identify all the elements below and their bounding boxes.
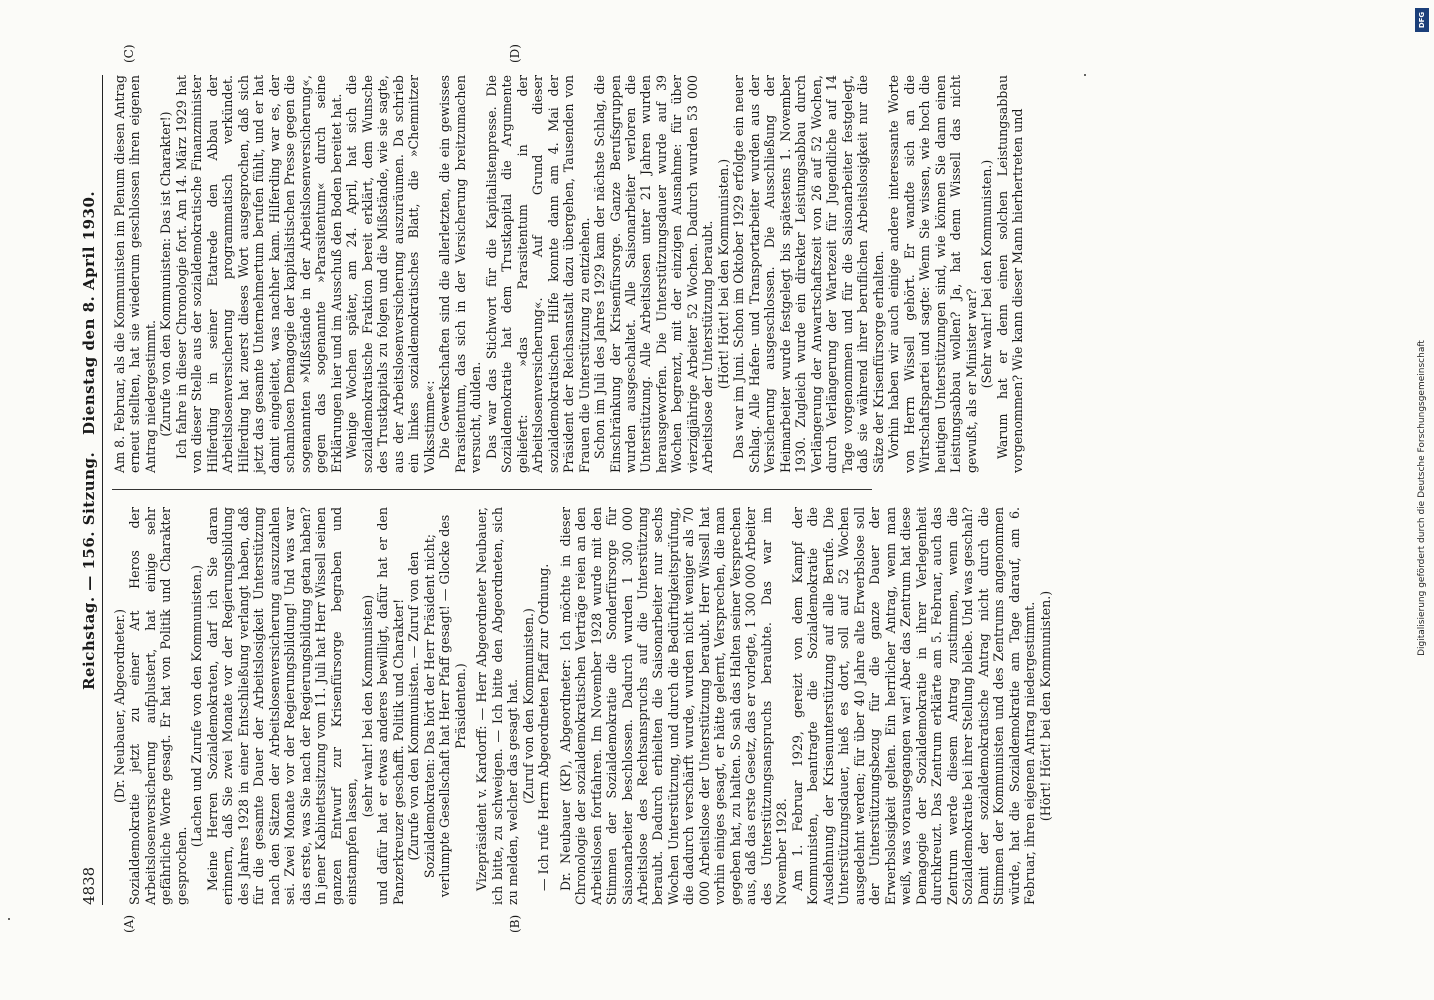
- credit-text: Digitalisierung gefördert durch die Deutsche Forschungsgemeinschaft: [1417, 340, 1427, 656]
- left-column-paragraph: Am 1. Februar 1929, gereizt von dem Kampf der Kommunisten, beantragte die Sozialdemokratie die Ausdehnung der Krisenunterstützung auf alle Berufe. Die Unterstützungsdauer, hieß es dort, soll auf 52 Wochen ausgedehnt werden; für über 40 Jahre alte Erwerbslose soll der Unterstützungsbezug für die ganze Dauer der Erwerbslosigkeit gelten. Ein herrlicher Antrag, wenn man weiß, was vorausgegangen war! Aber das Zentrum hat diese Demagogie der Sozialdemokratie in ihrer Verlegenheit durchkreuzt. Das Zentrum erklärte am 5. Februar, auch das Zentrum werde diesem Antrag zustimmen, wenn die Sozialdemokratie bei ihrer Stellung bleibe. Und was geschah? Damit der sozialdemokratische Antrag nicht durch die Stimmen der Kommunisten und des Zentrums angenommen würde, hat die Sozialdemokratie am Tage darauf, am 6. Februar, ihren eigenen Antrag niedergestimmt.: [789, 507, 1038, 905]
- right-column-paragraph: Vorhin haben wir auch einige andere interessante Worte von Herrn Wissell gehört. Er wandte sich an die Wirtschaftspartei und sagte: Wenn Sie wissen, wie hoch die heutigen Unterstützungen sind, wie können Sie dann einen Leistungsabbau wollen? Ja, hat denn Wissell das nicht gewußt, als er Minister war?: [886, 75, 979, 473]
- right-column-paragraph: Die Gewerkschaften sind die allerletzten, die ein gewisses Parasitentum, das sich in der Versicherung breitzumachen versucht, dulden.: [437, 75, 484, 473]
- margin-mark-b: (B): [508, 914, 522, 933]
- running-head: [78, 75, 103, 905]
- right-running-title: Dienstag den 8. April 1930.: [80, 190, 98, 435]
- right-column-paragraph: Wenige Wochen später, am 24. April, hat sich die sozialdemokratische Fraktion bereit erklärt, dem Wunsche des Trustkapitals zu folgen und die Mißstände, wie sie sagte, aus der Arbeitslosenversicherung auszuräumen. Da schrieb ein linkes sozialdemokratisches Blatt, die »Chemnitzer Volksstimme«:: [344, 75, 437, 473]
- left-column-paragraph: und dafür hat er etwas anderes bewilligt, dafür hat er den Panzerkreuzer geschafft. Politik und Charakter!: [375, 507, 406, 905]
- scan-speck: [8, 918, 10, 920]
- left-column-paragraph: (Hört! Hört! bei den Kommunisten.): [1037, 590, 1053, 822]
- left-column-paragraph: Dr. Neubauer (KP), Abgeordneter: Ich möchte in dieser Chronologie der sozialdemokratischen Verträge reien an den Arbeitslosen fortfahren. Im November 1928 wurde mit den Stimmen der Sozialdemokratie die Sonderfürsorge für Saisonarbeiter beschlossen. Dadurch wurden 1 300 000 Arbeitslose des Rechtsanspruchs auf die Unterstützung beraubt. Dadurch erhielten die Saisonarbeiter nur sechs Wochen Unterstützung, und durch die Bedürftigkeitsprüfung, die dadurch verschärft wurde, wurden nicht weniger als 70 000 Arbeitslose der Unterstützung beraubt. Herr Wissell hat vorhin einiges gesagt, er hätte gelernt, Versprechen, die man gegeben hat, zu halten. So sah das Halten seiner Versprechen aus, daß das erste Gesetz, das er vorlegte, 1 300 000 Arbeiter des Unterstützungsanspruchs beraubte. Das war im November 1928.: [557, 507, 790, 905]
- left-column-paragraph: (Zuruf von den Kommunisten.): [520, 608, 536, 804]
- right-column-paragraph: Ich fahre in dieser Chronologie fort. Am 14. März 1929 hat von dieser Stelle aus der sozialdemokratische Finanzminister Hilferding in seiner Etatrede den Abbau der Arbeitslosenversicherung programmatisch verkündet. Hilferding hat zuerst dieses Wort ausgesprochen, daß sich jetzt das gesamte Unternehmertum berufen fühlt, und er hat damit eingeleitet, was nachher kam. Hilferding war es, der schamlosen Demagogie der kapitalistischen Presse gegen die sogenannten »Mißstände in der Arbeitslosenversicherung«, gegen das sogenannte »Parasitentum« durch seine Erklärungen hier und im Ausschuß den Boden bereitet hat.: [173, 75, 344, 473]
- margin-mark-c: (C): [122, 44, 136, 63]
- left-text-column: [112, 507, 1053, 905]
- right-column-paragraph: (Sehr wahr! bei den Kommunisten.): [979, 159, 995, 389]
- page-content: [78, 44, 1348, 933]
- right-column-paragraph: Das war das Stichwort für die Kapitalistenpresse. Die Sozialdemokratie hat dem Trustkapital die Argumente geliefert: »das Parasitentum in der Arbeitslosenversicherung«. Auf Grund dieser sozialdemokratischen Hilfe konnte dann am 4. Mai der Präsident der Reichsanstalt dazu übergehen, Tausenden von Frauen die Unterstützung zu entziehen.: [483, 75, 592, 473]
- page-number: 4838: [80, 866, 98, 905]
- left-column-paragraph: (Dr. Neubauer, Abgeordneter.): [112, 609, 127, 803]
- right-column-paragraph: Warum hat er denn einen solchen Leistungsabbau vorgenommen? Wie kann dieser Mann hierhertreten und: [994, 75, 1026, 473]
- right-column-paragraph: (Zurufe von den Kommunisten: Das ist Charakter!): [158, 111, 174, 437]
- column-divider: [112, 489, 872, 490]
- right-column-paragraph: Am 8. Februar, als die Kommunisten im Plenum diesen Antrag erneut stellten, hat sie wiederum geschlossen ihren eigenen Antrag niedergestimmt.: [112, 75, 158, 473]
- margin-mark-a: (A): [122, 914, 136, 933]
- left-column-paragraph: Sozialdemokratie jetzt zu einer Art Heros der Arbeitslosenversicherung aufplustert, hat einige sehr gefährliche Worte gesagt. Er hat von Politik und Charakter gesprochen.: [127, 507, 189, 905]
- digitization-credit: [1414, 8, 1430, 988]
- left-column-paragraph: — Ich rufe Herrn Abgeordneten Pfaff zur Ordnung.: [536, 563, 552, 891]
- dfg-logo: DFG: [1415, 8, 1429, 32]
- left-column-paragraph: (Zurufe von den Kommunisten. — Zuruf von den Sozialdemokraten: Das hört der Herr Präsident nicht; verlumpte Gesellschaft hat Herr Pfaff gesagt! — Glocke des Präsidenten.): [406, 514, 468, 898]
- right-column-paragraph: Das war im Juni. Schon im Oktober 1929 erfolgte ein neuer Schlag. Alle Hafen- und Transportarbeiter wurden aus der Versicherung ausgeschlossen. Die Ausschließung der Heimarbeiter wurde festgelegt bis spätestens 1. November 1930. Zugleich wurde ein direkter Leistungsabbau durch Verlängerung der Anwartschaftszeit von 26 auf 52 Wochen, durch Verlängerung der Wartezeit für Jugendliche auf 14 Tage vorgenommen und für die Saisonarbeiter festgelegt, daß sie während ihrer beruflichen Arbeitslosigkeit nur die Sätze der Krisenfürsorge erhalten.: [731, 75, 886, 473]
- left-column-paragraph: Vizepräsident v. Kardorff: — Herr Abgeordneter Neubauer, ich bitte, zu schweigen. — Ich bitte den Abgeordneten, sich zu melden, welcher das gesagt hat.: [474, 507, 521, 905]
- left-column-paragraph: (Lachen und Zurufe von den Kommunisten.): [189, 564, 205, 848]
- margin-mark-d: (D): [508, 44, 522, 63]
- right-column-paragraph: Schon im Juli des Jahres 1929 kam der nächste Schlag, die Einschränkung der Krisenfürsorge. Ganze Berufsgruppen wurden ausgeschaltet. Alle Saisonarbeiter verloren die Unterstützung. Alle Arbeitslosen unter 21 Jahren wurden herausgeworfen. Die Unterstützungsdauer wurde auf 39 Wochen begrenzt, mit der einzigen Ausnahme: für über vierzigjährige Arbeiter 52 Wochen. Dadurch wurden 53 000 Arbeitslose der Unterstützung beraubt.: [592, 75, 716, 473]
- right-column-paragraph: (Hört! Hört! bei den Kommunisten.): [715, 158, 731, 390]
- scan-speck: [1084, 74, 1086, 76]
- left-column-paragraph: (sehr wahr! bei den Kommunisten): [359, 594, 375, 818]
- left-running-title: Reichstag. — 156. Sitzung.: [80, 451, 98, 690]
- left-column-paragraph: Meine Herren Sozialdemokraten, darf ich Sie daran erinnern, daß Sie zwei Monate vor der Regierungsbildung des Jahres 1928 in einer Entschließung verlangt haben, daß für die gesamte Dauer der Arbeitslosigkeit Unterstützung nach den Sätzen der Arbeitslosenversicherung auszuzahlen sei. Zwei Monate vor der Regierungsbildung! Und was war das erste, was Sie nach der Regierungsbildung getan haben? In jener Kabinettssitzung vom 11. Juli hat Herr Wissell seinen ganzen Entwurf zur Krisenfürsorge begraben und einstampfen lassen,: [204, 507, 360, 905]
- right-text-column: [112, 75, 1026, 473]
